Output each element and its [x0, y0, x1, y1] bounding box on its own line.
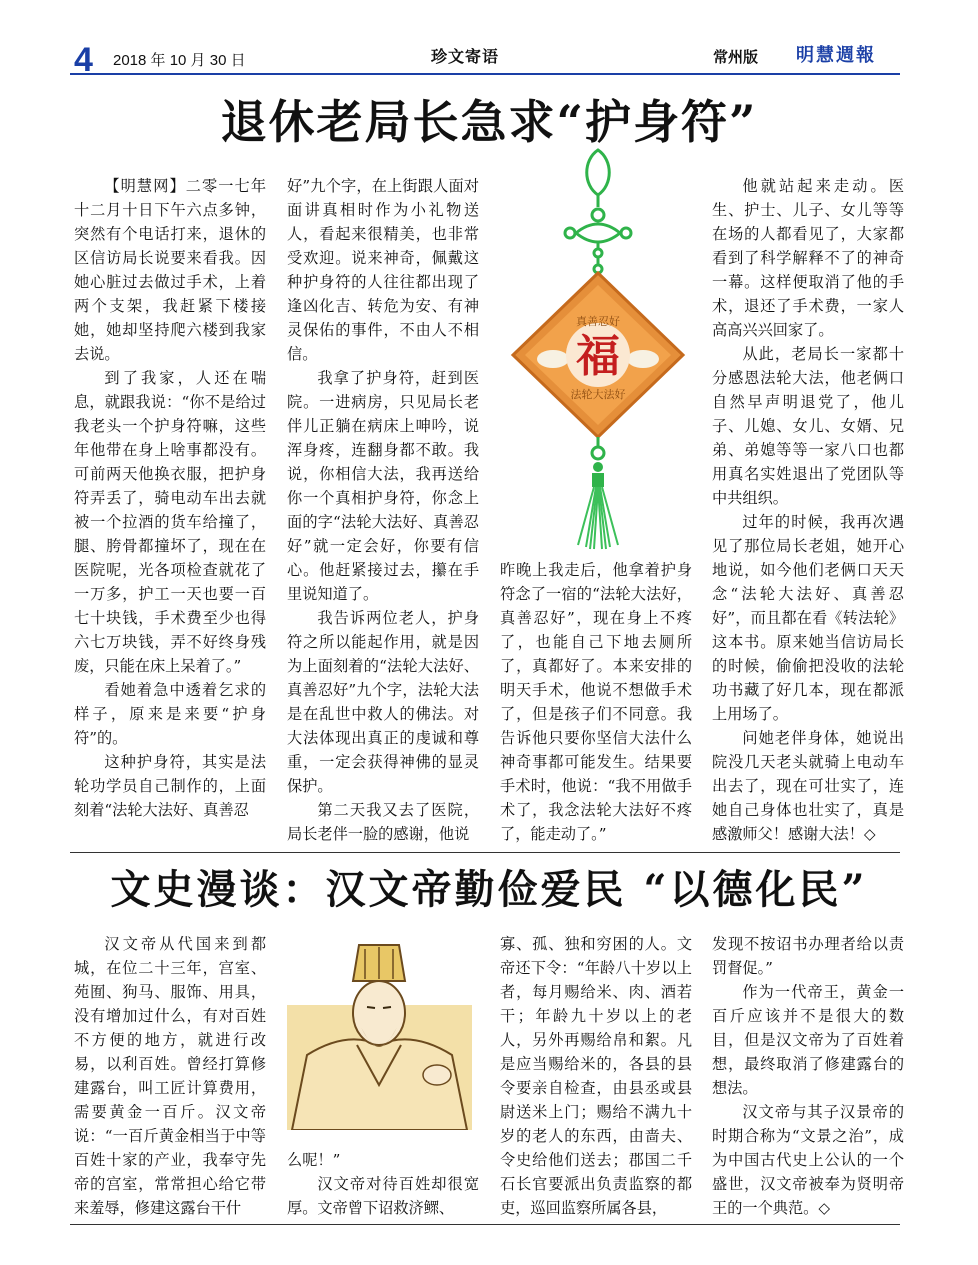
- article1-paragraph: 这种护身符，其实是法轮功学员自己制作的，上面刻着“法轮大法好、真善忍: [74, 753, 266, 819]
- header-rule: [70, 73, 900, 75]
- article2-column-2: [287, 1148, 479, 1220]
- article2-column-3: [500, 932, 692, 1220]
- article1-column-3: [500, 558, 692, 846]
- amulet-center-char: 福: [576, 331, 620, 382]
- paper-name: 明慧週報: [796, 45, 876, 66]
- column-name: 珍文寄语: [431, 47, 500, 66]
- emperor-portrait: [287, 935, 472, 1130]
- article1-paragraph: 到了我家，人还在喘息，就跟我说：“你不是给过我老头一个护身符嘛，这些年他带在身上啥事都没有。可前两天他换衣服，把护身符弄丢了，骑电动车出去就被一个拉酒的货车给撞了，腿、胯骨都撞坏了，现在在医院呢，光各项检查就花了一万多，护工一天也要一百七十块钱，手术费至少也得六七万块钱，弄不好终身残废，只能在床上呆着了。”: [74, 369, 266, 675]
- article2-title: 文史漫谈：汉文帝勤俭爱民 “以德化民”: [110, 866, 868, 913]
- article2-paragraph: 汉文帝与其子汉景帝的时期合称为“文景之治”，成为中国古代史上公认的一个盛世，汉文帝被奉为贤明帝王的一个典范。◇: [712, 1103, 904, 1217]
- footer-rule: [70, 1224, 900, 1225]
- article1-paragraph: 我拿了护身符，赶到医院。一进病房，只见局长老伴儿正躺在病床上呻吟，说浑身疼，连翻身都不敢。我说，你相信大法，我再送给你一个真相护身符，你念上面的字“法轮大法好、真善忍好”就一定会好，你要有信心。他赶紧接过去，攥在手里说知道了。: [287, 369, 479, 603]
- article2-column-4: [712, 932, 904, 1220]
- article2-paragraph: 汉文帝从代国来到都城，在位二十三年，宫室、苑囿、狗马、服饰、用具，没有增加过什么，有对百姓不方便的地方，就进行改易，以利百姓。曾经打算修建露台，叫工匠计算费用，需要黄金一百斤。汉文帝说：“一百斤黄金相当于中等百姓十家的产业，我奉守先帝的宫室，常常担心给它带来羞辱，修建这露台干什: [74, 935, 266, 1217]
- article1-paragraph: 过年的时候，我再次遇见了那位局长老姐，她开心地说，如今他们老俩口天天念“法轮大法好、真善忍好”，而且都在看《转法轮》这本书。原来她当信访局长的时候，偷偷把没收的法轮功书藏了好几本，现在都派上用场了。: [712, 513, 904, 723]
- article1-paragraph: 从此，老局长一家都十分感恩法轮大法，他老俩口自然早声明退党了，他儿子、儿媳、女儿、女婿、兄弟、弟媳等等一家八口也都用真名实姓退出了党团队等中共组织。: [712, 345, 904, 507]
- edition-label: 常州版: [713, 48, 759, 66]
- amulet-bottom-text: 法轮大法好: [570, 388, 626, 401]
- page-number: 4: [74, 41, 93, 79]
- emperor-icon: [287, 935, 472, 1130]
- article1-title: 退休老局长急求“护身符”: [220, 95, 758, 149]
- article1-paragraph: 问她老伴身体，她说出院没几天老头就骑上电动车出去了，现在可壮实了，连她自己身体也壮实了，真是感激师父！感谢大法！◇: [712, 729, 904, 843]
- amulet-illustration: [498, 145, 698, 555]
- article2-paragraph: 发现不按诏书办理者给以责罚督促。”: [712, 935, 904, 977]
- article2-paragraph: 寡、孤、独和穷困的人。文帝还下令：“年龄八十岁以上者，每月赐给米、肉、酒若干；年龄九十岁以上的老人，另外再赐给帛和絮。凡是应当赐给米的，各县的县令要亲自检查，由县丞或县尉送米上门；赐给不满九十岁的老人的东西，由啬夫、令史给他们送去；郡国二千石长官要派出负责监察的都吏，巡回监察所属各县，: [500, 935, 692, 1217]
- article1-paragraph: 我告诉两位老人，护身符之所以能起作用，就是因为上面刻着的“法轮大法好、真善忍好”九个字，法轮大法是在乱世中救人的佛法。对大法体现出真正的虔诚和尊重，一定会获得神佛的显灵保护。: [287, 609, 479, 795]
- lucky-charm-icon: [498, 145, 698, 555]
- article1-paragraph: 【明慧网】二零一七年十二月十日下午六点多钟，突然有个电话打来，退休的区信访局长说要来看我。因她心脏过去做过手术，上着两个支架，我赶紧下楼接她，她却坚持爬六楼到我家去说。: [74, 177, 266, 363]
- article1-column-4: [712, 174, 904, 846]
- article1-column-1: [74, 174, 266, 846]
- article2-column-1: [74, 932, 266, 1220]
- issue-date: 2018 年 10 月 30 日: [113, 52, 246, 69]
- article2-paragraph: 汉文帝对待百姓却很宽厚。文帝曾下诏救济鳏、: [287, 1175, 479, 1217]
- article1-paragraph: 他就站起来走动。医生、护士、儿子、女儿等等在场的人都看见了，大家都看到了科学解释不了的神奇一幕。这样便取消了他的手术，退还了手术费，一家人高高兴兴回家了。: [712, 177, 904, 339]
- article2-paragraph: 么呢！”: [287, 1151, 341, 1169]
- article1-paragraph: 第二天我又去了医院，局长老伴一脸的感谢，他说: [287, 801, 479, 843]
- article1-column-2: [287, 174, 479, 846]
- article-divider: [70, 852, 900, 853]
- amulet-top-text: 真善忍好: [576, 315, 620, 328]
- article1-paragraph: 好”九个字，在上街跟人面对面讲真相时作为小礼物送人，看起来很精美，也非常受欢迎。说来神奇，佩戴这种护身符的人往往都出现了逢凶化吉、转危为安、有神灵保佑的事件，不由人不相信。: [287, 177, 479, 363]
- article2-paragraph: 作为一代帝王，黄金一百斤应该并不是很大的数目，但是汉文帝为了百姓着想，最终取消了修建露台的想法。: [712, 983, 904, 1097]
- article1-paragraph: 看她着急中透着乞求的样子，原来是来要“护身符”的。: [74, 681, 266, 747]
- article1-paragraph: 昨晚上我走后，他拿着护身符念了一宿的“法轮大法好，真善忍好”，现在身上不疼了，也能自己下地去厕所了，真都好了。本来安排的明天手术，他说不想做手术了，但是孩子们不同意。我告诉他只要你坚信大法什么神奇事都可能发生。结果要手术时，他说：“我不用做手术了，我念法轮大法好不疼了，能走动了。”: [500, 561, 692, 843]
